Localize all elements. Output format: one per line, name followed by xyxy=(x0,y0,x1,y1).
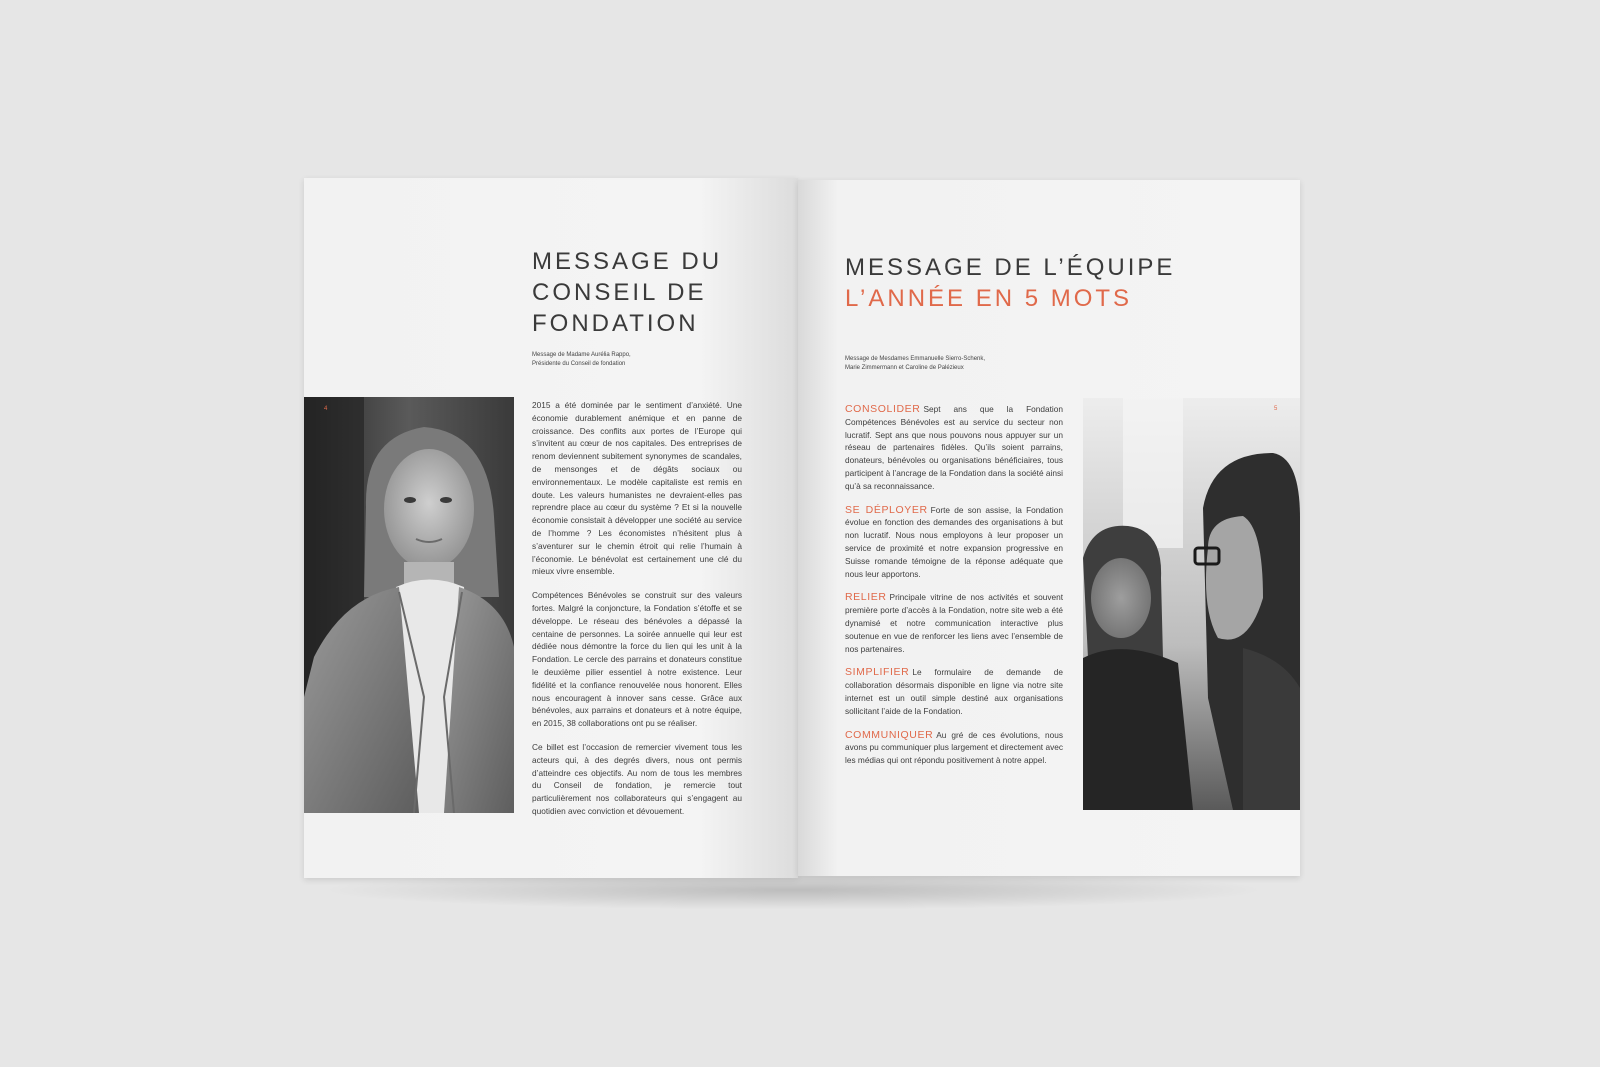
council-byline: Message de Madame Aurélia Rappo, Présidente du Conseil de fondation xyxy=(532,352,631,367)
left-page xyxy=(304,178,798,878)
left-page-number: 4 xyxy=(324,406,328,412)
team-byline: Message de Mesdames Emmanuelle Sierro-Schenk, Marie Zimmermann et Caroline de Palézieux xyxy=(845,356,986,371)
team-photo xyxy=(1083,398,1300,810)
title-line-2: L’ANNÉE EN 5 MOTS xyxy=(845,285,1133,312)
paragraph: 2015 a été dominée par le sentiment d’anxiété. Une économie durablement anémique et en panne de croissance. Des conflits aux portes de l’Europe qui s’invitent au cœur de nos capitales. Des entreprises de renom deviennent subitement synonymes de scandales, de mensonges et de dégâts sociaux ou environnementaux. Le modèle capitaliste est remis en doute. Les valeurs humanistes ne devraient-elles pas reprendre place au cœur du système ? Et si la nouvelle économie consistait à développer une société au service de l’homme ? Les économistes n’hésitent plus à s’aventurer sur le chemin étroit qui relie l’humain à l’économie. Le bénévolat est certainement une clé du mieux vivre ensemble. xyxy=(532,400,742,577)
title-line-1: MESSAGE DE L’ÉQUIPE xyxy=(845,254,1176,281)
keyword: SIMPLIFIER xyxy=(845,666,910,679)
title-line-3: FONDATION xyxy=(532,310,699,337)
keyword: CONSOLIDER xyxy=(845,403,921,415)
two-women-meeting-image xyxy=(1083,398,1300,810)
section-communiquer: COMMUNIQUER Au gré de ces évolutions, nous avons pu communiquer plus largement et directement avec les médias qui ont répondu positivement à notre appel. xyxy=(845,728,1063,766)
keyword: COMMUNIQUER xyxy=(845,728,934,741)
five-words-body xyxy=(845,403,1063,778)
section-relier: RELIER Principale vitrine de nos activités et souvent première porte d’accès à la Fondation, notre site web a été dynamisé et notre communication interactive plus soutenue en vue de renforcer les liens avec l’ensemble de nos partenaires. xyxy=(845,591,1063,654)
section-se-deployer: SE DÉPLOYER Forte de son assise, la Fondation évolue en fonction des demandes des organisations à but non lucratif. Nous nous employons à leur proposer un service de proximité et notre expansion progressive en Suisse romande témoigne de la réponse adéquate que nous leur apportons. xyxy=(845,503,1063,579)
section-simplifier: SIMPLIFIER Le formulaire de demande de collaboration désormais disponible en ligne via notre site internet est un outil simple destiné aux organisations sollicitant l’aide de la Fondation. xyxy=(845,666,1063,716)
title-line-2: CONSEIL DE xyxy=(532,279,707,306)
team-message-title xyxy=(845,252,1175,314)
paragraph: Ce billet est l’occasion de remercier vivement tous les acteurs qui, à des degrés divers, nous ont permis d’atteindre ces objectifs. Au nom de tous les membres du Conseil de fondation, je remercie tout particulièrement nos collaborateurs qui s’engagent au quotidien avec conviction et dévouement. xyxy=(532,741,742,816)
woman-portrait-image xyxy=(304,397,514,813)
council-message-title xyxy=(532,246,722,339)
keyword: SE DÉPLOYER xyxy=(845,503,928,516)
portrait-photo xyxy=(304,397,514,813)
right-page xyxy=(798,180,1300,876)
keyword: RELIER xyxy=(845,591,887,604)
paragraph: Compétences Bénévoles se construit sur des valeurs fortes. Malgré la conjoncture, la Fondation s’étoffe et se développe. Le réseau des bénévoles a dépassé la centaine de personnes. La soirée annuelle qui leur est dédiée nous démontre la force du lien qui les unit à la Fondation. Le cercle des parrains et donateurs constitue le deuxième pilier essentiel à notre existence. Leur fidélité et la confiance renouvelée nous honorent. Elles nous encouragent à innover sans cesse. Grâce aux bénévoles, aux parrains et donateurs et à notre équipe, en 2015, 38 collaborations ont pu se réaliser. xyxy=(532,590,742,729)
right-page-number: 5 xyxy=(1274,406,1278,412)
title-line-1: MESSAGE DU xyxy=(532,248,723,275)
section-consolider: CONSOLIDER Sept ans que la Fondation Compétences Bénévoles est au service du secteur non lucratif. Sept ans que nous pouvons nous appuyer sur un réseau de partenaires fidèles. Qu’ils soient parrains, donateurs, bénévoles ou organisations bénéficiaires, tous participent à l’ancrage de la Fondation dans la société ainsi qu’à sa reconnaissance. xyxy=(845,403,1063,491)
council-message-body xyxy=(532,399,742,829)
